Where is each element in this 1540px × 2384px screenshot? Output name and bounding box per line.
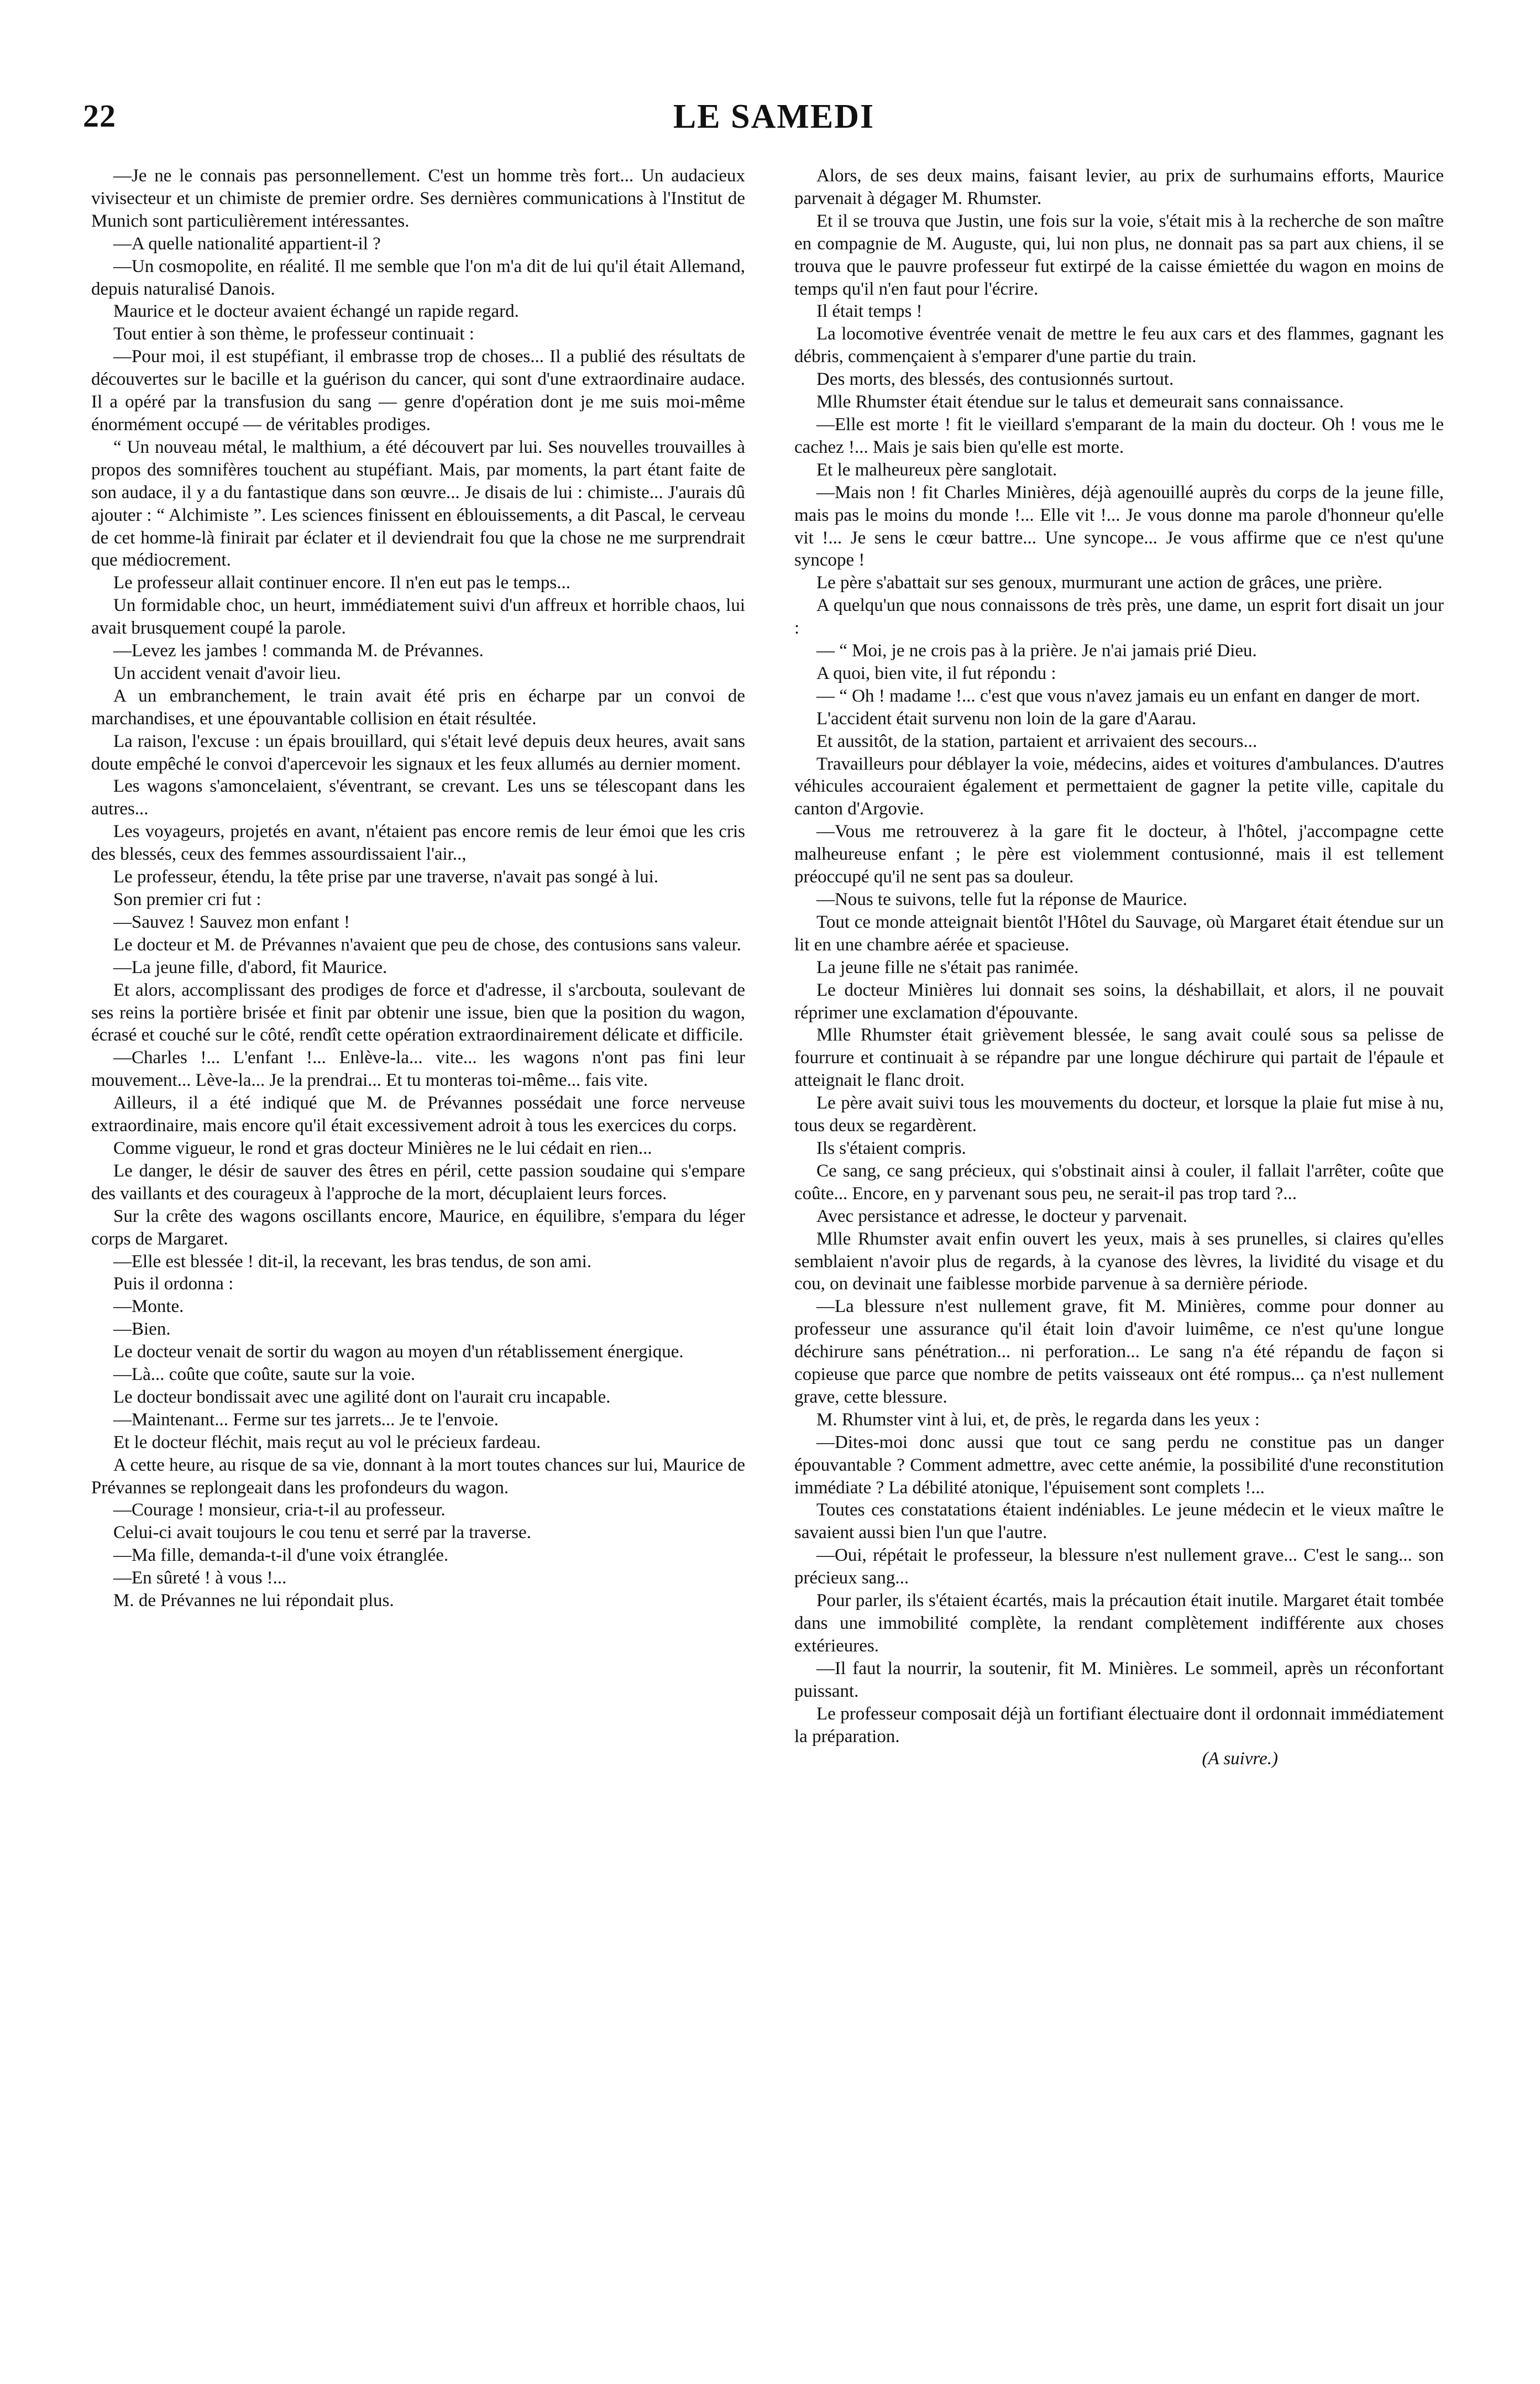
right-column-paragraph: M. Rhumster vint à lui, et, de près, le regarda dans les yeux : bbox=[816, 1409, 1260, 1430]
right-column-paragraph: Tout ce monde atteignait bientôt l'Hôtel du Sauvage, où Margaret était étendue sur un lit en une chambre aérée et spacieuse. bbox=[794, 912, 1444, 955]
left-column-paragraph: “ Un nouveau métal, le malthium, a été découvert par lui. Ses nouvelles trouvailles à propos des somnifères touchent au stupéfiant. Mais, par moments, la part étant faite de son audace, il y a du fantastique dans son œuvre... Je disais de lui : chimiste... J'aurais dû ajouter : “ Alchimiste ”. Les sciences finissent en éblouissements, a dit Pascal, le cerveau de cet homme-là finirait par éclater et il deviendrait fou que la chose ne me surprendrait que médiocrement. bbox=[91, 437, 745, 571]
left-column-paragraph: Et le docteur fléchit, mais reçut au vol le précieux fardeau. bbox=[113, 1432, 541, 1452]
page-header bbox=[83, 97, 1465, 147]
left-column-paragraph: Le professeur allait continuer encore. Il n'en eut pas le temps... bbox=[113, 573, 570, 593]
right-column-paragraph: Il était temps ! bbox=[816, 301, 923, 322]
right-column-paragraph: Et aussitôt, de la station, partaient et arrivaient des secours... bbox=[816, 731, 1258, 751]
left-column-paragraph: —Bien. bbox=[113, 1319, 171, 1340]
left-column-paragraph: Comme vigueur, le rond et gras docteur Minières ne le lui cédait en rien... bbox=[113, 1138, 652, 1158]
right-column-paragraph: —Vous me retrouverez à la gare fit le docteur, à l'hôtel, j'accompagne cette malheureuse enfant ; le père est violemment contusionné, mais il est tellement préoccupé qu'il ne sent pas sa douleur. bbox=[794, 822, 1444, 887]
right-column-paragraph: Ils s'étaient compris. bbox=[816, 1138, 966, 1158]
left-column-paragraph: —La jeune fille, d'abord, fit Maurice. bbox=[113, 957, 387, 977]
right-column-paragraph: La locomotive éventrée venait de mettre le feu aux cars et des flammes, gagnant les débris, commençaient à s'emparer d'une partie du train. bbox=[794, 324, 1444, 367]
left-column-paragraph: Un accident venait d'avoir lieu. bbox=[113, 663, 341, 683]
left-column-paragraph: —Maintenant... Ferme sur tes jarrets... Je te l'envoie. bbox=[113, 1409, 499, 1430]
left-column-paragraph: M. de Prévannes ne lui répondait plus. bbox=[113, 1591, 394, 1611]
right-column-paragraph: Le père avait suivi tous les mouvements du docteur, et lorsque la plaie fut mise à nu, tous deux se regardèrent. bbox=[794, 1093, 1444, 1136]
right-column-paragraph: Mlle Rhumster avait enfin ouvert les yeux, mais à ses prunelles, si claires qu'elles semblaient n'avoir plus de regards, à la cyanose des lèvres, la lividité du visage et du cou, on devinait une faiblesse morbide parvenue à sa dernière période. bbox=[794, 1228, 1444, 1294]
left-column-paragraph: Ailleurs, il a été indiqué que M. de Prévannes possédait une force nerveuse extraordinaire, mais encore qu'il était excessivement adroit à tous les exercices du corps. bbox=[91, 1093, 745, 1136]
left-column-paragraph: A cette heure, au risque de sa vie, donnant à la mort toutes chances sur lui, Maurice de Prévannes se replongeait dans les profondeurs du wagon. bbox=[91, 1455, 745, 1498]
left-column-paragraph: Celui-ci avait toujours le cou tenu et serré par la traverse. bbox=[113, 1523, 531, 1543]
right-column-paragraph: Et il se trouva que Justin, une fois sur la voie, s'était mis à la recherche de son maître en compagnie de M. Auguste, qui, lui non plus, ne donnait pas sa part aux chiens, il se trouva que le pauvre professeur fut extirpé de la caisse émiettée du wagon en moins de temps qu'il n'en faut pour l'écrire. bbox=[794, 211, 1444, 299]
left-column-paragraph: —Elle est blessée ! dit-il, la recevant, les bras tendus, de son ami. bbox=[113, 1251, 592, 1272]
right-column-paragraph: —La blessure n'est nullement grave, fit M. Minières, comme pour donner au professeur une assurance qu'il était loin d'avoir luimême, ce n'est qu'une longue déchirure sans pénétration... ni perforation... Le sang n'a été répandu de façon si copieuse que parce que nombre de petits vaisseaux ont été rompus... ça n'est nullement grave, cette blessure. bbox=[794, 1296, 1444, 1407]
right-column-paragraph: Avec persistance et adresse, le docteur y parvenait. bbox=[816, 1206, 1187, 1226]
right-column-paragraph: —Dites-moi donc aussi que tout ce sang perdu ne constitue pas un danger épouvantable ? Comment admettre, avec cette anémie, la possibilité d'une reconstitution immédiate ? La débilité atonique, l'épuisement sont complets !... bbox=[794, 1432, 1444, 1498]
left-column-paragraph: A un embranchement, le train avait été pris en écharpe par un convoi de marchandises, et une épouvantable collision en était résultée. bbox=[91, 686, 745, 729]
right-column-paragraph: Alors, de ses deux mains, faisant levier, au prix de surhumains efforts, Maurice parvenait à dégager M. Rhumster. bbox=[794, 166, 1444, 208]
right-column-paragraph: —Il faut la nourrir, la soutenir, fit M. Minières. Le sommeil, après un réconfortant puissant. bbox=[794, 1658, 1444, 1701]
left-column-paragraph: Le professeur, étendu, la tête prise par une traverse, n'avait pas songé à lui. bbox=[113, 867, 658, 887]
left-column-paragraph: La raison, l'excuse : un épais brouillard, qui s'était levé depuis deux heures, avait sans doute empêché le convoi d'apercevoir les signaux et les feux allumés au dernier moment. bbox=[91, 731, 745, 774]
journal-title: LE SAMEDI bbox=[673, 98, 875, 135]
to-be-continued-note: (A suivre.) bbox=[1202, 1749, 1278, 1769]
right-column-paragraph: —Nous te suivons, telle fut la réponse de Maurice. bbox=[816, 890, 1187, 909]
left-column-paragraph: —Ma fille, demanda-t-il d'une voix étranglée. bbox=[113, 1545, 449, 1566]
right-column-paragraph: Et le malheureux père sanglotait. bbox=[816, 459, 1057, 480]
left-column-paragraph: Les wagons s'amoncelaient, s'éventrant, se crevant. Les uns se télescopant dans les autres... bbox=[91, 776, 745, 819]
left-column-paragraph: Maurice et le docteur avaient échangé un rapide regard. bbox=[113, 301, 519, 322]
left-column-paragraph: —Levez les jambes ! commanda M. de Prévannes. bbox=[113, 641, 484, 661]
right-column-paragraph: A quelqu'un que nous connaissons de très près, une dame, un esprit fort disait un jour : bbox=[794, 595, 1444, 639]
right-column-paragraph: — “ Moi, je ne crois pas à la prière. Je n'ai jamais prié Dieu. bbox=[816, 641, 1257, 661]
left-column-paragraph: —Pour moi, il est stupéfiant, il embrasse trop de choses... Il a publié des résultats de découvertes sur le bacille et la guérison du cancer, qui sont d'une extraordinaire audace. Il a opéré par la transfusion du sang — genre d'opération dont je me suis moi-même énormément occupé — de véritables prodiges. bbox=[91, 347, 745, 435]
right-column-paragraph: A quoi, bien vite, il fut répondu : bbox=[816, 663, 1056, 683]
right-column-paragraph: Pour parler, ils s'étaient écartés, mais la précaution était inutile. Margaret était tombée dans une immobilité complète, la rendant complètement indifférente aux choses extérieures. bbox=[794, 1591, 1444, 1656]
right-column-paragraph: Ce sang, ce sang précieux, qui s'obstinait ainsi à couler, il fallait l'arrêter, coûte que coûte... Encore, en y parvenant sous peu, ne serait-il pas trop tard ?... bbox=[794, 1160, 1444, 1204]
left-column-paragraph: Sur la crête des wagons oscillants encore, Maurice, en équilibre, s'empara du léger corps de Margaret. bbox=[91, 1206, 745, 1249]
left-column-paragraph: Tout entier à son thème, le professeur continuait : bbox=[113, 324, 474, 344]
left-column-paragraph: Les voyageurs, projetés en avant, n'étaient pas encore remis de leur émoi que les cris des blessés, ceux des femmes assourdissaient l'air.., bbox=[91, 822, 745, 865]
left-column-paragraph: —Je ne le connais pas personnellement. C'est un homme très fort... Un audacieux vivisecteur et un chimiste de premier ordre. Ses dernières communications à l'Institut de Munich sont particulièrement intéressantes. bbox=[91, 166, 745, 231]
right-column-paragraph: Le père s'abattait sur ses genoux, murmurant une action de grâces, une prière. bbox=[816, 573, 1382, 593]
right-column-paragraph: Le docteur Minières lui donnait ses soins, la déshabillait, et alors, il ne pouvait réprimer une exclamation d'épouvante. bbox=[794, 980, 1444, 1023]
left-column-paragraph: Le docteur venait de sortir du wagon au moyen d'un rétablissement énergique. bbox=[113, 1342, 684, 1362]
right-column-paragraph: Le professeur composait déjà un fortifiant électuaire dont il ordonnait immédiatement la préparation. bbox=[794, 1703, 1444, 1747]
right-column-paragraph: Mlle Rhumster était grièvement blessée, le sang avait coulé sous sa pelisse de fourrure et continuait à se répandre par une longue déchirure qui partait de l'épaule et atteignait le flanc droit. bbox=[794, 1025, 1444, 1091]
left-column-paragraph: Le danger, le désir de sauver des êtres en péril, cette passion soudaine qui s'empare des vaillants et des courageux à l'approche de la mort, décuplaient leurs forces. bbox=[91, 1160, 745, 1204]
right-column-paragraph: —Oui, répétait le professeur, la blessure n'est nullement grave... C'est le sang... son précieux sang... bbox=[794, 1545, 1444, 1588]
left-column-paragraph: —Charles !... L'enfant !... Enlève-la... vite... les wagons n'ont pas fini leur mouvement... Lève-la... Je la prendrai... Et tu monteras toi-même... fais vite. bbox=[91, 1048, 745, 1091]
left-column-paragraph: —Là... coûte que coûte, saute sur la voie. bbox=[113, 1364, 416, 1385]
left-column-paragraph: Et alors, accomplissant des prodiges de force et d'adresse, il s'arcbouta, soulevant de ses reins la portière brisée et finit par obtenir une issue, bien que la position du wagon, écrasé et couché sur le côté, rendît cette opération extraordinairement délicate et difficile. bbox=[91, 980, 745, 1045]
right-column-paragraph: Des morts, des blessés, des contusionnés surtout. bbox=[816, 369, 1174, 390]
page-number: 22 bbox=[83, 98, 116, 134]
right-column-paragraph: —Elle est morte ! fit le vieillard s'emparant de la main du docteur. Oh ! vous me le cachez !... Mais je sais bien qu'elle est morte. bbox=[794, 414, 1444, 457]
right-column-paragraph: — “ Oh ! madame !... c'est que vous n'avez jamais eu un enfant en danger de mort. bbox=[816, 686, 1421, 706]
left-column-paragraph: —Monte. bbox=[113, 1296, 184, 1317]
right-column-paragraph: Mlle Rhumster était étendue sur le talus et demeurait sans connaissance. bbox=[816, 392, 1344, 412]
right-column-paragraph: La jeune fille ne s'était pas ranimée. bbox=[816, 957, 1079, 977]
left-column-paragraph: —En sûreté ! à vous !... bbox=[113, 1568, 287, 1588]
left-column-paragraph: Le docteur et M. de Prévannes n'avaient que peu de chose, des contusions sans valeur. bbox=[113, 934, 741, 955]
right-column-paragraph: Toutes ces constatations étaient indéniables. Le jeune médecin et le vieux maître le savaient aussi bien l'un que l'autre. bbox=[794, 1500, 1444, 1543]
left-column-paragraph: Puis il ordonna : bbox=[113, 1274, 234, 1294]
right-column bbox=[794, 165, 1444, 1770]
left-column-paragraph: —Courage ! monsieur, cria-t-il au professeur. bbox=[113, 1500, 446, 1520]
right-column-paragraph: Travailleurs pour déblayer la voie, médecins, aides et voitures d'ambulances. D'autres véhicules accouraient également et permettaient de gagner la petite ville, capitale du canton d'Argovie. bbox=[794, 754, 1444, 819]
right-column-paragraph: —Mais non ! fit Charles Minières, déjà agenouillé auprès du corps de la jeune fille, mais pas le moins du monde !... Elle vit !... Je vous donne ma parole d'honneur qu'elle vit !... Je sens le cœur battre... Une syncope... Je vous affirme que ce n'est qu'une syncope ! bbox=[794, 482, 1444, 571]
right-column-paragraph: L'accident était survenu non loin de la gare d'Aarau. bbox=[816, 708, 1197, 729]
left-column-paragraph: Un formidable choc, un heurt, immédiatement suivi d'un affreux et horrible chaos, lui avait brusquement coupé la parole. bbox=[91, 595, 745, 639]
left-column-paragraph: Le docteur bondissait avec une agilité dont on l'aurait cru incapable. bbox=[113, 1387, 611, 1407]
left-column-paragraph: —A quelle nationalité appartient-il ? bbox=[113, 233, 381, 254]
left-column-paragraph: Son premier cri fut : bbox=[113, 890, 261, 909]
left-column bbox=[91, 165, 745, 1612]
left-column-paragraph: —Un cosmopolite, en réalité. Il me semble que l'on m'a dit de lui qu'il était Allemand, depuis naturalisé Danois. bbox=[91, 256, 745, 299]
left-column-paragraph: —Sauvez ! Sauvez mon enfant ! bbox=[113, 912, 350, 932]
